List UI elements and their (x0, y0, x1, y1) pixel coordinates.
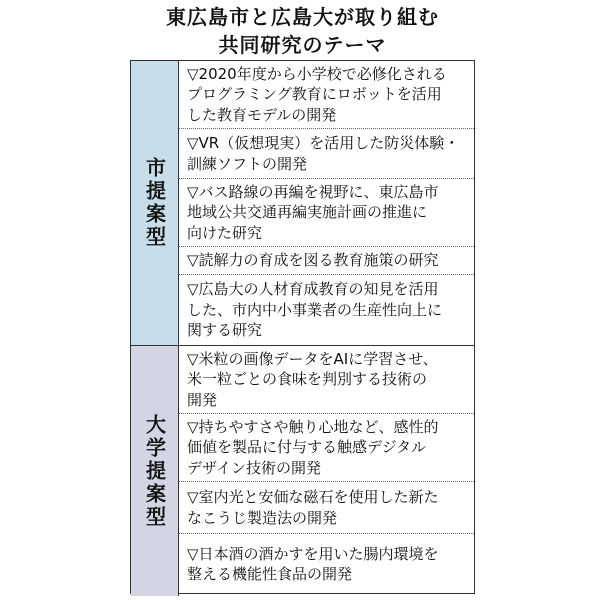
section-city-proposed (131, 61, 474, 345)
section-label: 市提案型 (142, 157, 167, 249)
item-line: 価値を製品に付与する触感デジタル (187, 438, 427, 457)
title-line-1: 東広島市と広島大が取り組む (166, 5, 439, 29)
title-line-2: 共同研究のテーマ (218, 33, 387, 57)
item-line: 訓練ソフトの開発 (187, 154, 308, 173)
item-line: ▽米粒の画像データをAIに学習させ、 (187, 349, 438, 368)
item-line: した教育モデルの開発 (187, 105, 337, 124)
item-line: プログラミング教育にロボットを活用 (187, 85, 442, 104)
item-line: ▽広島大の人材育成教育の知見を活用 (187, 280, 439, 299)
page-title (130, 3, 475, 59)
section-label: 大学提案型 (142, 413, 167, 529)
item-line: なこうじ製造法の開発 (187, 508, 338, 527)
list-item (179, 346, 474, 414)
item-line: ▽読解力の育成を図る教育施策の研究 (187, 251, 439, 270)
theme-list (179, 61, 474, 345)
item-line: 関する研究 (187, 321, 263, 340)
list-item (179, 414, 474, 482)
item-line: 米一粒ごとの食味を判別する技術の (187, 370, 428, 389)
list-item (179, 179, 474, 247)
list-item (179, 61, 474, 129)
item-line: した、市内中小事業者の生産性向上に (187, 300, 443, 319)
item-line: 整える機能性食品の開発 (187, 565, 353, 583)
item-line: ▽室内光と安価な磁石を使用した新た (187, 488, 439, 506)
section-label-cell (131, 346, 179, 596)
item-line: ▽2020年度から小学校で必修化される (187, 64, 447, 83)
theme-table (130, 60, 475, 594)
item-line: ▽バス路線の再編を視野に、東広島市 (187, 182, 439, 201)
theme-list (179, 346, 474, 596)
item-line: 地域公共交通再編実施計画の推進に (187, 203, 428, 222)
section-university-proposed (131, 345, 474, 596)
item-line: ▽VR（仮想現実）を活用した防災体験・ (187, 134, 460, 152)
item-line: 向けた研究 (187, 223, 263, 242)
list-item (179, 129, 474, 179)
list-item (179, 275, 474, 345)
item-line: デザイン技術の開発 (187, 458, 321, 477)
list-item (179, 534, 474, 594)
item-line: ▽持ちやすさや触り心地など、感性的 (187, 417, 439, 436)
list-item (179, 482, 474, 534)
list-item (179, 247, 474, 275)
item-line: 開発 (187, 390, 218, 409)
section-label-cell (131, 61, 179, 345)
item-line: ▽日本酒の酒かすを用いた腸内環境を (187, 544, 439, 563)
